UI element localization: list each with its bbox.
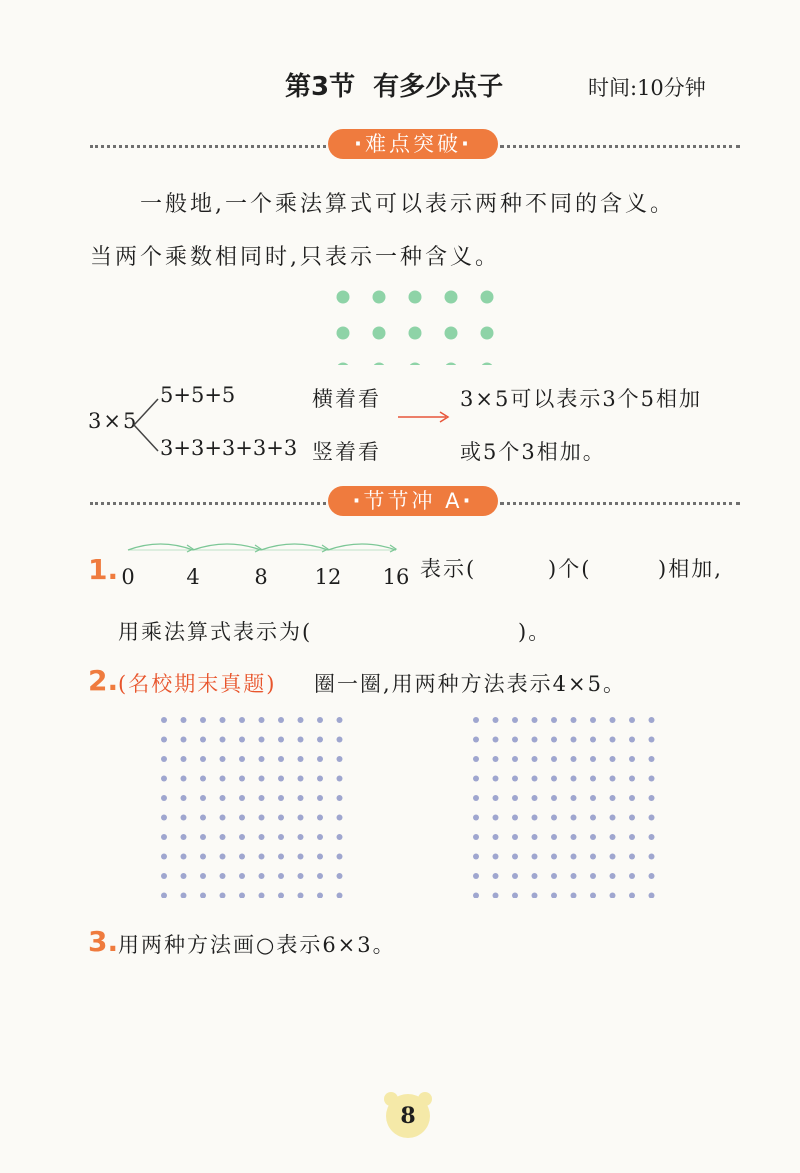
- dot: [317, 815, 323, 821]
- dot: [571, 834, 577, 840]
- dot: [649, 737, 655, 743]
- dot: [161, 776, 167, 782]
- dot: [590, 795, 596, 801]
- dot: [239, 795, 245, 801]
- dot: [590, 717, 596, 723]
- banner-practice-a: ·节节冲 A·: [328, 486, 498, 516]
- intro-line-1: 一般地,一个乘法算式可以表示两种不同的含义。: [140, 192, 675, 217]
- dot: [200, 756, 206, 762]
- dot: [181, 893, 187, 899]
- dot: [610, 854, 616, 860]
- dot: [239, 854, 245, 860]
- dot: [200, 834, 206, 840]
- dot: [298, 776, 304, 782]
- dot: [239, 873, 245, 879]
- dot: [551, 815, 557, 821]
- dot: [220, 737, 226, 743]
- dot: [181, 737, 187, 743]
- dot: [161, 737, 167, 743]
- dot: [220, 776, 226, 782]
- dot: [298, 893, 304, 899]
- dot: [259, 717, 265, 723]
- dot: [259, 893, 265, 899]
- dot: [259, 815, 265, 821]
- dot: [298, 795, 304, 801]
- dot: [610, 717, 616, 723]
- dot: [298, 756, 304, 762]
- dot: [512, 756, 518, 762]
- dot: [629, 854, 635, 860]
- question-1-number: 1.: [88, 553, 119, 586]
- question-1-line-2b: )。: [518, 620, 552, 644]
- dot: [512, 893, 518, 899]
- dot: [161, 854, 167, 860]
- dot: [481, 363, 494, 366]
- dot: [181, 756, 187, 762]
- dot: [317, 776, 323, 782]
- dot: [317, 737, 323, 743]
- dot: [512, 854, 518, 860]
- dot: [259, 873, 265, 879]
- dot: [551, 737, 557, 743]
- dot: [200, 873, 206, 879]
- dot: [473, 795, 479, 801]
- dot: [512, 737, 518, 743]
- jump-arc: [328, 544, 396, 550]
- dot: [551, 834, 557, 840]
- dot: [200, 854, 206, 860]
- dot: [649, 873, 655, 879]
- dot: [649, 776, 655, 782]
- dot: [220, 873, 226, 879]
- dot: [493, 795, 499, 801]
- dot: [220, 854, 226, 860]
- dot: [629, 717, 635, 723]
- dot: [493, 815, 499, 821]
- question-3-number: 3.: [88, 925, 119, 958]
- dot: [610, 815, 616, 821]
- dot: [278, 854, 284, 860]
- section-title: [285, 66, 503, 103]
- dot: [590, 854, 596, 860]
- dot: [629, 815, 635, 821]
- page-number: 8: [386, 1094, 430, 1138]
- dot: [571, 737, 577, 743]
- dot: [590, 893, 596, 899]
- dot: [445, 327, 458, 340]
- section-label: 第3节: [285, 72, 356, 102]
- dot: [200, 795, 206, 801]
- dot: [181, 873, 187, 879]
- dot: [181, 854, 187, 860]
- dot-grid-right[interactable]: [462, 708, 672, 898]
- dot: [590, 873, 596, 879]
- dot: [610, 756, 616, 762]
- dot: [532, 717, 538, 723]
- dot: [259, 776, 265, 782]
- intro-line-2: 当两个乘数相同时,只表示一种含义。: [90, 245, 500, 270]
- dot: [317, 893, 323, 899]
- dot: [259, 756, 265, 762]
- dot: [629, 737, 635, 743]
- dot: [610, 834, 616, 840]
- dot: [220, 795, 226, 801]
- dot: [532, 873, 538, 879]
- dot: [610, 893, 616, 899]
- dot: [551, 893, 557, 899]
- dot: [337, 776, 343, 782]
- dot: [278, 795, 284, 801]
- dot: [337, 854, 343, 860]
- dot: [493, 873, 499, 879]
- dot: [629, 776, 635, 782]
- dot: [239, 776, 245, 782]
- dot: [278, 737, 284, 743]
- dot: [337, 291, 350, 304]
- dot: [181, 717, 187, 723]
- tick-label: 12: [314, 565, 342, 589]
- dot: [649, 834, 655, 840]
- dot: [571, 717, 577, 723]
- example-expression: 3×5: [88, 409, 139, 433]
- dot: [220, 717, 226, 723]
- arrow-right-icon: [398, 410, 452, 424]
- dot: [337, 834, 343, 840]
- dot: [278, 893, 284, 899]
- dot: [473, 756, 479, 762]
- dot: [629, 795, 635, 801]
- dot: [220, 893, 226, 899]
- dot: [512, 815, 518, 821]
- banner-label: 难点突破: [365, 132, 461, 156]
- dot: [181, 776, 187, 782]
- question-2-number: 2.: [88, 664, 119, 697]
- divider-right: [500, 145, 740, 148]
- dot: [161, 893, 167, 899]
- jump-arc: [193, 544, 261, 550]
- meaning-line-1: 3×5可以表示3个5相加: [460, 387, 703, 411]
- dot: [493, 737, 499, 743]
- dot: [610, 795, 616, 801]
- banner-difficult-points: ·难点突破·: [328, 129, 498, 159]
- dot: [571, 756, 577, 762]
- brace-icon: [130, 395, 160, 455]
- dot: [610, 776, 616, 782]
- col-sum: 3+3+3+3+3: [160, 436, 298, 460]
- dot: [610, 737, 616, 743]
- dot: [493, 776, 499, 782]
- dot: [200, 893, 206, 899]
- dot: [278, 873, 284, 879]
- dot: [337, 815, 343, 821]
- dot: [649, 756, 655, 762]
- dot: [481, 291, 494, 304]
- dot: [409, 327, 422, 340]
- dot: [551, 776, 557, 782]
- dot: [571, 776, 577, 782]
- dot: [181, 815, 187, 821]
- dot: [200, 776, 206, 782]
- dot: [259, 834, 265, 840]
- dot: [532, 737, 538, 743]
- dot: [409, 363, 422, 366]
- dot: [278, 834, 284, 840]
- dot: [298, 717, 304, 723]
- dot: [473, 873, 479, 879]
- dot: [278, 776, 284, 782]
- question-1-line-2a: 用乘法算式表示为(: [118, 620, 313, 644]
- dot: [493, 893, 499, 899]
- dot: [239, 893, 245, 899]
- dot: [278, 717, 284, 723]
- dot: [317, 854, 323, 860]
- question-3-text: 用两种方法画○表示6×3。: [118, 933, 396, 957]
- dot: [298, 873, 304, 879]
- dot: [532, 776, 538, 782]
- dot: [220, 834, 226, 840]
- dot: [239, 737, 245, 743]
- dot: [473, 815, 479, 821]
- dot: [629, 893, 635, 899]
- dot: [259, 854, 265, 860]
- dot: [373, 327, 386, 340]
- dot: [373, 291, 386, 304]
- tick-label: 16: [382, 565, 410, 589]
- dot: [161, 834, 167, 840]
- dot: [239, 717, 245, 723]
- dot: [317, 795, 323, 801]
- dot: [317, 873, 323, 879]
- dot: [532, 834, 538, 840]
- dot: [532, 893, 538, 899]
- dot: [512, 776, 518, 782]
- dot: [629, 756, 635, 762]
- dot: [317, 717, 323, 723]
- number-line: [118, 536, 418, 592]
- dot: [161, 795, 167, 801]
- dot: [481, 327, 494, 340]
- dot: [532, 854, 538, 860]
- dot: [445, 363, 458, 366]
- dot: [571, 893, 577, 899]
- row-view-label: 横着看: [312, 387, 381, 411]
- dot: [571, 795, 577, 801]
- dot: [629, 873, 635, 879]
- dot: [317, 756, 323, 762]
- dot: [649, 795, 655, 801]
- dot: [298, 834, 304, 840]
- dot: [200, 737, 206, 743]
- dot: [337, 893, 343, 899]
- dot: [590, 737, 596, 743]
- tick-label: 8: [254, 565, 268, 589]
- dot: [473, 737, 479, 743]
- example-dot-grid: [320, 280, 510, 365]
- dot: [239, 815, 245, 821]
- dot: [337, 795, 343, 801]
- dot: [649, 854, 655, 860]
- question-2-text: 圈一圈,用两种方法表示4×5。: [314, 672, 626, 696]
- dot: [278, 815, 284, 821]
- time-label: 时间:10分钟: [588, 76, 706, 100]
- dot: [298, 854, 304, 860]
- dot: [551, 795, 557, 801]
- dot: [532, 815, 538, 821]
- dot: [473, 854, 479, 860]
- dot: [610, 873, 616, 879]
- dot: [298, 737, 304, 743]
- dot: [161, 873, 167, 879]
- dot: [512, 834, 518, 840]
- dot: [298, 815, 304, 821]
- dot: [551, 873, 557, 879]
- dot: [512, 717, 518, 723]
- dot: [239, 834, 245, 840]
- dot: [337, 363, 350, 366]
- dot: [337, 756, 343, 762]
- dot: [337, 737, 343, 743]
- dot: [493, 756, 499, 762]
- dot: [512, 873, 518, 879]
- dot: [161, 717, 167, 723]
- row-sum: 5+5+5: [160, 383, 236, 407]
- dot: [473, 893, 479, 899]
- dot: [373, 363, 386, 366]
- dot: [220, 815, 226, 821]
- dot: [445, 291, 458, 304]
- dot: [571, 815, 577, 821]
- divider-left: [90, 145, 326, 148]
- dot: [161, 815, 167, 821]
- section-name: 有多少点子: [373, 72, 504, 102]
- question-1-text-c: )相加,: [658, 557, 723, 581]
- dot-grid-left[interactable]: [150, 708, 360, 898]
- dot: [649, 893, 655, 899]
- dot: [551, 854, 557, 860]
- tick-label: 0: [121, 565, 135, 589]
- dot: [220, 756, 226, 762]
- dot: [473, 776, 479, 782]
- jump-arc: [261, 544, 328, 550]
- meaning-line-2: 或5个3相加。: [460, 440, 606, 464]
- dot: [493, 854, 499, 860]
- dot: [590, 834, 596, 840]
- dot: [200, 717, 206, 723]
- dot: [181, 795, 187, 801]
- dot: [571, 873, 577, 879]
- dot: [200, 815, 206, 821]
- jump-arc: [128, 544, 193, 550]
- dot: [473, 834, 479, 840]
- dot: [551, 756, 557, 762]
- question-2-source: (名校期末真题): [118, 672, 277, 696]
- dot: [512, 795, 518, 801]
- divider-left-2: [90, 502, 326, 505]
- dot: [337, 873, 343, 879]
- dot: [590, 756, 596, 762]
- dot: [337, 717, 343, 723]
- question-1-text-a: 表示(: [420, 557, 477, 581]
- dot: [649, 815, 655, 821]
- col-view-label: 竖着看: [312, 440, 381, 464]
- dot: [181, 834, 187, 840]
- dot: [161, 756, 167, 762]
- dot: [409, 291, 422, 304]
- dot: [590, 776, 596, 782]
- dot: [551, 717, 557, 723]
- banner-label: 节节冲 A: [363, 489, 463, 513]
- dot: [532, 756, 538, 762]
- question-1-text-b: )个(: [548, 557, 592, 581]
- dot: [473, 717, 479, 723]
- dot: [239, 756, 245, 762]
- dot: [493, 834, 499, 840]
- dot: [649, 717, 655, 723]
- dot: [571, 854, 577, 860]
- divider-right-2: [500, 502, 740, 505]
- dot: [317, 834, 323, 840]
- tick-label: 4: [186, 565, 200, 589]
- dot: [259, 795, 265, 801]
- dot: [337, 327, 350, 340]
- dot: [278, 756, 284, 762]
- dot: [259, 737, 265, 743]
- dot: [493, 717, 499, 723]
- dot: [532, 795, 538, 801]
- dot: [629, 834, 635, 840]
- dot: [590, 815, 596, 821]
